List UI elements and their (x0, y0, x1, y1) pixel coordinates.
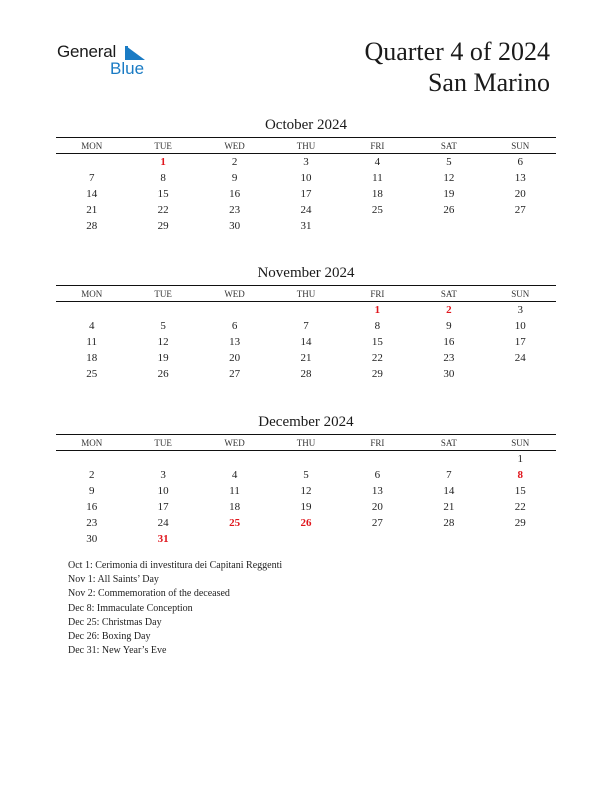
empty-day-cell (413, 451, 484, 467)
empty-day-cell (270, 531, 341, 547)
holiday-day-cell: 2 (446, 304, 452, 316)
month-calendar-october (56, 115, 556, 234)
day-cell: 18 (229, 501, 241, 513)
day-cell: 21 (443, 501, 455, 513)
empty-day-cell (199, 302, 270, 318)
weekday-label: SUN (511, 288, 530, 299)
weekday-label: FRI (370, 140, 385, 151)
day-cell: 26 (443, 204, 455, 216)
day-cell: 10 (157, 485, 169, 497)
weekday-label: TUE (154, 288, 172, 299)
weekday-label: MON (81, 140, 103, 151)
day-cell: 19 (300, 501, 312, 513)
day-cell: 3 (303, 156, 309, 168)
holiday-list-item: Dec 25: Christmas Day (68, 616, 162, 628)
weekday-header (56, 285, 556, 302)
weekday-label: WED (224, 437, 245, 448)
day-cell: 7 (88, 172, 95, 184)
day-cell: 17 (157, 501, 169, 513)
day-cell: 6 (517, 156, 524, 168)
day-cell: 5 (303, 469, 309, 481)
day-cell: 11 (229, 485, 240, 497)
day-cell: 5 (160, 320, 166, 332)
day-cell: 28 (443, 517, 455, 529)
day-cell: 23 (229, 204, 241, 216)
day-cell: 9 (446, 320, 452, 332)
empty-day-cell (485, 531, 556, 547)
weekday-label: THU (296, 288, 316, 299)
day-cell: 29 (371, 368, 383, 380)
weekday-label: SUN (511, 140, 530, 151)
day-cell: 21 (300, 352, 312, 364)
day-cell: 14 (300, 336, 312, 348)
day-cell: 15 (514, 485, 526, 497)
weekday-label: SAT (440, 437, 457, 448)
day-cell: 15 (371, 336, 383, 348)
day-cell: 7 (446, 469, 452, 481)
holiday-day-cell: 1 (374, 304, 381, 316)
empty-day-cell (413, 218, 484, 234)
day-cell: 4 (231, 469, 238, 481)
empty-day-cell (270, 451, 341, 467)
holiday-list-item: Dec 26: Boxing Day (68, 630, 151, 642)
day-cell: 11 (372, 172, 383, 184)
day-cell: 22 (157, 204, 169, 216)
day-cell: 24 (157, 517, 169, 529)
weekday-label: FRI (370, 437, 385, 448)
day-cell: 18 (371, 188, 383, 200)
weekday-label: MON (81, 437, 103, 448)
day-cell: 3 (160, 469, 166, 481)
month-title: November 2024 (257, 265, 355, 281)
day-cell: 13 (229, 336, 241, 348)
day-cell: 23 (86, 517, 98, 529)
empty-day-cell (127, 302, 198, 318)
day-cell: 28 (86, 220, 98, 232)
weekday-label: THU (296, 140, 316, 151)
page-subtitle-country: San Marino (427, 68, 550, 97)
weekday-label: TUE (154, 140, 172, 151)
holiday-day-cell: 26 (300, 517, 312, 529)
empty-day-cell (56, 302, 127, 318)
day-cell: 1 (517, 453, 524, 465)
empty-day-cell (56, 154, 127, 170)
logo-triangle-icon (126, 46, 145, 60)
holiday-list-item: Nov 2: Commemoration of the deceased (68, 588, 230, 600)
day-cell: 10 (300, 172, 312, 184)
page-title-block (364, 36, 550, 98)
empty-day-cell (342, 531, 413, 547)
weekday-label: FRI (370, 288, 385, 299)
page-title: Quarter 4 of 2024 (364, 37, 550, 66)
empty-day-cell (342, 451, 413, 467)
day-cell: 29 (157, 220, 169, 232)
day-cell: 30 (229, 220, 241, 232)
day-cell: 20 (371, 501, 383, 513)
day-cell: 7 (303, 320, 309, 332)
month-title: December 2024 (258, 414, 354, 430)
day-grid (56, 302, 556, 382)
day-cell: 5 (446, 156, 452, 168)
empty-day-cell (127, 451, 198, 467)
day-cell: 31 (300, 220, 312, 232)
day-cell: 30 (443, 368, 455, 380)
weekday-label: WED (224, 140, 245, 151)
empty-day-cell (199, 451, 270, 467)
empty-day-cell (485, 218, 556, 234)
day-cell: 24 (514, 352, 526, 364)
day-cell: 8 (374, 320, 381, 332)
day-cell: 12 (300, 485, 312, 497)
day-cell: 2 (231, 156, 238, 168)
holiday-day-cell: 25 (229, 517, 241, 529)
day-cell: 25 (86, 368, 98, 380)
weekday-label: SAT (440, 288, 457, 299)
day-grid (56, 154, 556, 234)
day-cell: 2 (88, 469, 95, 481)
empty-day-cell (413, 531, 484, 547)
day-cell: 4 (374, 156, 381, 168)
month-calendar-november (56, 263, 556, 382)
day-cell: 21 (86, 204, 98, 216)
weekday-label: WED (224, 288, 245, 299)
day-cell: 30 (86, 533, 98, 545)
month-title: October 2024 (264, 117, 348, 133)
generalblue-logo (57, 42, 157, 82)
day-cell: 6 (374, 469, 381, 481)
day-cell: 16 (86, 501, 98, 513)
day-cell: 18 (86, 352, 98, 364)
logo-text-general: General (57, 42, 117, 61)
holiday-list-item: Dec 8: Immaculate Conception (68, 602, 193, 614)
day-cell: 22 (371, 352, 383, 364)
weekday-label: TUE (154, 437, 172, 448)
day-cell: 9 (231, 172, 238, 184)
day-cell: 16 (229, 188, 241, 200)
day-cell: 19 (157, 352, 169, 364)
day-cell: 29 (514, 517, 526, 529)
empty-day-cell (270, 302, 341, 318)
holiday-list-item: Nov 1: All Saints’ Day (68, 574, 159, 586)
day-cell: 22 (514, 501, 526, 513)
day-cell: 4 (88, 320, 95, 332)
day-cell: 20 (514, 188, 526, 200)
logo-text-blue: Blue (110, 59, 145, 78)
day-cell: 27 (514, 204, 526, 216)
month-calendar-december (56, 412, 556, 547)
holiday-day-cell: 8 (517, 469, 524, 481)
day-cell: 14 (443, 485, 455, 497)
day-cell: 28 (300, 368, 312, 380)
empty-day-cell (342, 218, 413, 234)
day-cell: 24 (300, 204, 312, 216)
day-cell: 13 (371, 485, 383, 497)
day-cell: 26 (157, 368, 169, 380)
holiday-list (68, 559, 282, 658)
empty-day-cell (485, 366, 556, 382)
holiday-list-item: Oct 1: Cerimonia di investitura dei Capitani Reggenti (68, 560, 283, 571)
day-cell: 27 (229, 368, 241, 380)
holiday-day-cell: 1 (160, 156, 166, 168)
day-cell: 19 (443, 188, 455, 200)
weekday-header (56, 434, 556, 451)
weekday-label: SUN (511, 437, 530, 448)
weekday-label: THU (296, 437, 316, 448)
day-cell: 12 (443, 172, 455, 184)
day-cell: 20 (229, 352, 241, 364)
day-cell: 13 (514, 172, 526, 184)
day-cell: 3 (517, 304, 524, 316)
weekday-header (56, 137, 556, 154)
empty-day-cell (199, 531, 270, 547)
holiday-day-cell: 31 (157, 533, 169, 545)
day-cell: 15 (157, 188, 169, 200)
day-cell: 12 (157, 336, 169, 348)
day-grid (56, 451, 556, 547)
day-cell: 10 (514, 320, 526, 332)
day-cell: 9 (88, 485, 95, 497)
day-cell: 27 (371, 517, 383, 529)
day-cell: 14 (86, 188, 98, 200)
holiday-list-item: Dec 31: New Year’s Eve (68, 645, 167, 657)
day-cell: 16 (443, 336, 455, 348)
day-cell: 8 (160, 172, 166, 184)
weekday-label: MON (81, 288, 103, 299)
day-cell: 23 (443, 352, 455, 364)
day-cell: 17 (514, 336, 526, 348)
weekday-label: SAT (440, 140, 457, 151)
day-cell: 17 (300, 188, 312, 200)
day-cell: 25 (371, 204, 383, 216)
day-cell: 6 (231, 320, 238, 332)
day-cell: 11 (86, 336, 97, 348)
empty-day-cell (56, 451, 127, 467)
